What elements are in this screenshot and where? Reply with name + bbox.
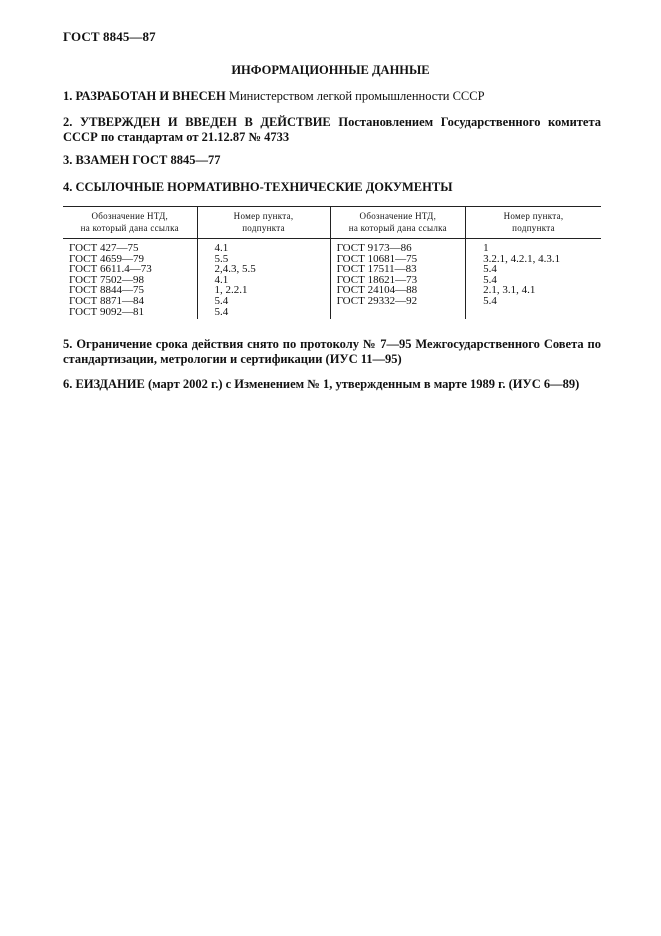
item-text: Ограничение срока действия снято по протоколу № 7—95 Межгосударственного Совета по стандартизации, метрологии и сертификации (ИУС 11—95)	[63, 337, 602, 366]
table-cell: ГОСТ 24104—88	[330, 285, 466, 296]
table-cell: 5.4	[483, 273, 497, 286]
item-replaces	[63, 153, 601, 168]
table-cell: 5.4	[483, 294, 497, 307]
table-cell: 5.4	[483, 263, 497, 276]
item-expiry	[63, 337, 601, 367]
item-number: 3.	[63, 153, 73, 167]
item-number: 1.	[63, 89, 73, 103]
item-text: Министерством легкой промышленности СССР	[225, 89, 485, 103]
table-cell: ГОСТ 9092—81	[63, 307, 197, 320]
table-row	[63, 307, 601, 320]
item-lead: ВЗАМЕН ГОСТ 8845—77	[75, 153, 221, 167]
table-cell: ГОСТ 7502—98	[63, 275, 197, 286]
item-number: 4.	[63, 180, 73, 194]
header-ntd-designation-2: Обозначение НТД, на который дана ссылка	[330, 207, 466, 239]
table-cell: ГОСТ 29332—92	[330, 296, 466, 307]
header-ntd-designation: Обозначение НТД, на который дана ссылка	[63, 207, 197, 239]
table-cell: 4.1	[197, 275, 330, 286]
table-cell: 3.2.1, 4.2.1, 4.3.1	[483, 252, 561, 265]
section-title: ИНФОРМАЦИОННЫЕ ДАННЫЕ	[231, 63, 430, 77]
document-code: ГОСТ 8845—87	[63, 29, 156, 44]
item-approved	[63, 115, 601, 145]
table-cell: 1, 2.2.1	[197, 285, 330, 296]
table-cell: 5.4	[197, 296, 330, 307]
table-cell: 1	[483, 242, 489, 254]
header-clause-number: Номер пункта, подпункта	[197, 207, 330, 239]
table-cell: 4.1	[197, 239, 330, 254]
table-cell: ГОСТ 4659—79	[63, 254, 197, 265]
item-edition	[63, 377, 601, 392]
item-lead: РАЗРАБОТАН И ВНЕСЕН	[75, 89, 226, 103]
table-header-row	[63, 207, 601, 239]
item-developed	[63, 89, 601, 104]
table-cell: ГОСТ 18621—73	[330, 275, 466, 286]
item-text: Постановлением Государственного комитета СССР по стандартам от 21.12.87 № 4733	[63, 115, 602, 144]
item-number: 6.	[63, 377, 73, 391]
table-cell: ГОСТ 8844—75	[63, 285, 197, 296]
table-cell: 2.1, 3.1, 4.1	[483, 284, 536, 297]
item-lead: ЕИЗДАНИЕ	[75, 377, 145, 391]
table-cell	[466, 307, 601, 320]
table-cell: ГОСТ 17511—83	[330, 264, 466, 275]
table-row	[63, 239, 601, 254]
table-cell: ГОСТ 8871—84	[63, 296, 197, 307]
item-lead: УТВЕРЖДЕН И ВВЕДЕН В ДЕЙСТВИЕ	[79, 115, 331, 129]
table-cell: ГОСТ 6611.4—73	[63, 264, 197, 275]
header-clause-number-2: Номер пункта, подпункта	[466, 207, 601, 239]
table-cell: 5.4	[197, 307, 330, 320]
item-number: 5.	[63, 337, 73, 351]
table-cell: 5.5	[197, 254, 330, 265]
table-row	[63, 296, 601, 307]
table-cell: ГОСТ 9173—86	[330, 239, 466, 254]
item-number: 2.	[63, 115, 73, 129]
references-table	[63, 206, 601, 319]
item-text: (март 2002 г.) с Изменением № 1, утвержденным в марте 1989 г. (ИУС 6—89)	[144, 377, 580, 391]
table-cell	[330, 307, 466, 320]
item-lead: ССЫЛОЧНЫЕ НОРМАТИВНО-ТЕХНИЧЕСКИЕ ДОКУМЕНТЫ	[75, 180, 453, 194]
item-references	[63, 180, 601, 195]
table-cell: ГОСТ 427—75	[63, 239, 197, 254]
table-cell: 2,4.3, 5.5	[197, 264, 330, 275]
table-cell: ГОСТ 10681—75	[330, 254, 466, 265]
